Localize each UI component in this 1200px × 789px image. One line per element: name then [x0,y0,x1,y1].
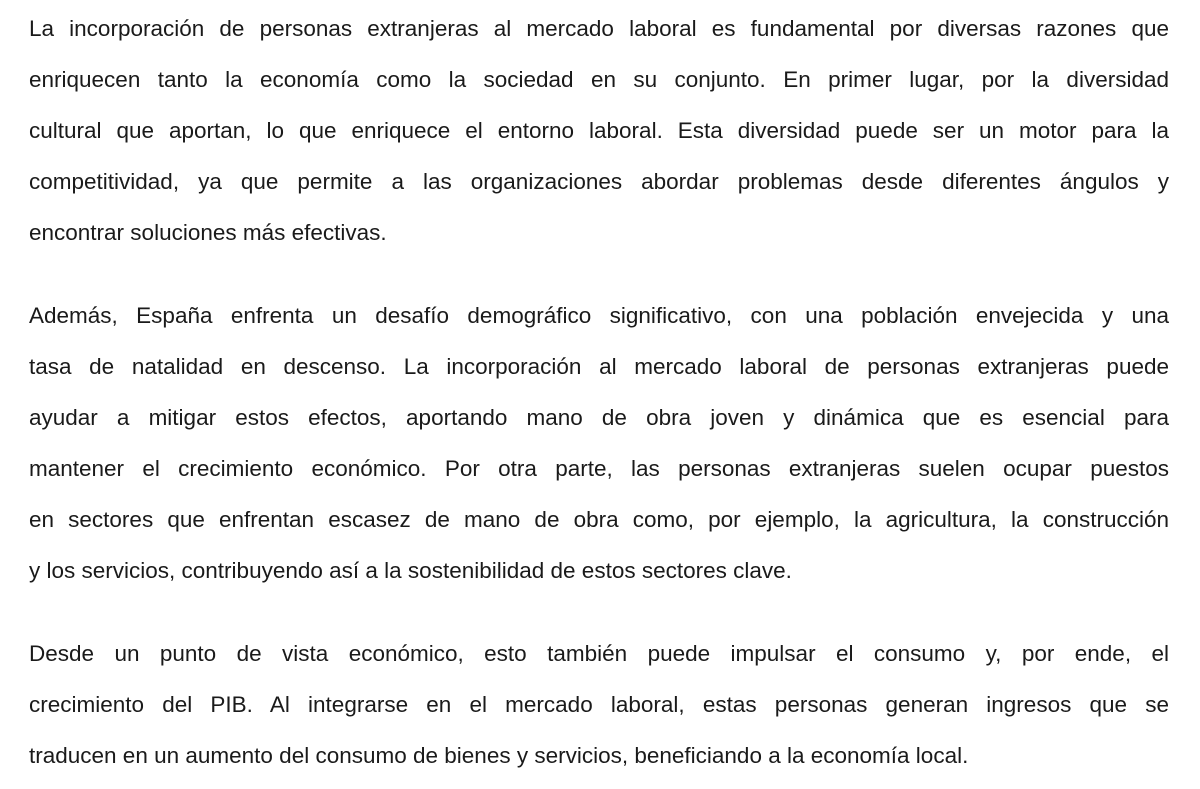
paragraph-line: competitividad, ya que permite a las organizaciones abordar problemas desde diferentes ángulos y [29,169,1169,194]
paragraph-line: y los servicios, contribuyendo así a la sostenibilidad de estos sectores clave. [29,558,792,583]
paragraph-line: en sectores que enfrentan escasez de mano de obra como, por ejemplo, la agricultura, la construcción [29,507,1169,532]
paragraph-line: Desde un punto de vista económico, esto también puede impulsar el consumo y, por ende, el [29,641,1169,666]
paragraph-2 [29,296,1169,591]
paragraph-line: tasa de natalidad en descenso. La incorporación al mercado laboral de personas extranjeras puede [29,354,1169,379]
paragraph-1 [29,9,1169,253]
paragraph-line: enriquecen tanto la economía como la sociedad en su conjunto. En primer lugar, por la diversidad [29,67,1169,92]
document-body [29,9,1169,776]
paragraph-line: traducen en un aumento del consumo de bienes y servicios, beneficiando a la economía local. [29,743,969,768]
paragraph-line: ayudar a mitigar estos efectos, aportando mano de obra joven y dinámica que es esencial para [29,405,1169,430]
paragraph-line: La incorporación de personas extranjeras al mercado laboral es fundamental por diversas razones que [29,16,1169,41]
paragraph-line: encontrar soluciones más efectivas. [29,220,387,245]
paragraph-line: Además, España enfrenta un desafío demográfico significativo, con una población envejecida y una [29,303,1169,328]
paragraph-line: mantener el crecimiento económico. Por otra parte, las personas extranjeras suelen ocupar puestos [29,456,1169,481]
paragraph-3 [29,634,1169,776]
paragraph-line: cultural que aportan, lo que enriquece el entorno laboral. Esta diversidad puede ser un motor para la [29,118,1169,143]
paragraph-line: crecimiento del PIB. Al integrarse en el mercado laboral, estas personas generan ingresos que se [29,692,1169,717]
